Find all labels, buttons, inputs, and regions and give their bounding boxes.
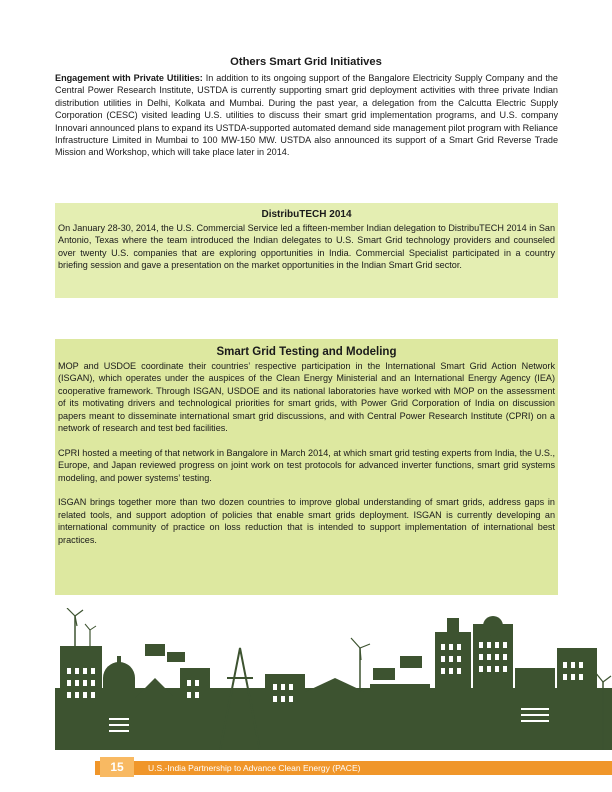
engagement-lead-label: Engagement with Private Utilities: xyxy=(55,73,203,83)
distributech-body: On January 28-30, 2014, the U.S. Commercial Service led a fifteen-member Indian delegation to DistribuTECH 2014 in San Antonio, Texas where the team introduced the Indian delegates to U.S. Smart Grid technology providers and counseled over twenty U.S. companies that are exploring opportunities in India. Commercial Specialist participated in a country briefing session and gave a presentation on the market opportunities in the Indian Smart Grid sector. xyxy=(58,223,555,271)
footer-title: U.S.-India Partnership to Advance Clean Energy (PACE) xyxy=(148,763,361,773)
testing-paragraph-global: ISGAN brings together more than two dozen countries to improve global understanding of smart grids, address gaps in related tools, and support adoption of policies that enable smart grids deployment. ISGAN is currently developing an international community of practice on loss reduction that is intended to support implementation of international best practices. xyxy=(58,497,555,545)
city-skyline-illustration xyxy=(55,608,612,750)
engagement-paragraph xyxy=(55,72,558,159)
distributech-title: DistribuTECH 2014 xyxy=(261,209,352,220)
distributech-box xyxy=(55,203,558,298)
section-title: Others Smart Grid Initiatives xyxy=(230,56,382,68)
testing-paragraph-cpri: CPRI hosted a meeting of that network in Bangalore in March 2014, at which smart grid testing experts from India, the U.S., Europe, and Japan reviewed progress on joint work on test protocols for advanced inverter functions, smart grid systems modeling, and power systems’ testing. xyxy=(58,447,555,483)
testing-modeling-box xyxy=(55,339,558,595)
testing-paragraph-isgan: MOP and USDOE coordinate their countries’ respective participation in the International Smart Grid Action Network (ISGAN), which operates under the auspices of the Clean Energy Ministerial and an International Energy Agency (IEA) cooperative framework. Through ISGAN, USDOE and its national laboratories have worked with MOP on the assessment of its motivating drivers and technological priorities for smart grids, with Power Grid Corporation of India on discussion papers meant to disseminate international smart grid discussions, and with Central Power Research Institute (CPRI) on a network of research and test bed facilities. xyxy=(58,361,555,434)
testing-modeling-title: Smart Grid Testing and Modeling xyxy=(216,346,397,358)
engagement-text: In addition to its ongoing support of the Bangalore Electricity Supply Company and the Central Power Research Institute, USTDA is currently supporting smart grid deployment activities with three private Indian distribution utilities in Delhi, Kolkata and Mumbai. During the past year, a delegation from the Calcutta Electric Supply Corporation (CESC) visited leading U.S. utilities to discuss their smart grid implementation programs, and U.S. company Innovari announced plans to expand its USTDA-supported automated demand side management pilot program with Reliance Infrastructure Limited in Mumbai to 100 MW-150 MW. USTDA also announced its support of a Smart Grid Reverse Trade Mission and Workshop, which will take place later in 2014. xyxy=(55,73,558,158)
page-number: 15 xyxy=(100,757,134,777)
